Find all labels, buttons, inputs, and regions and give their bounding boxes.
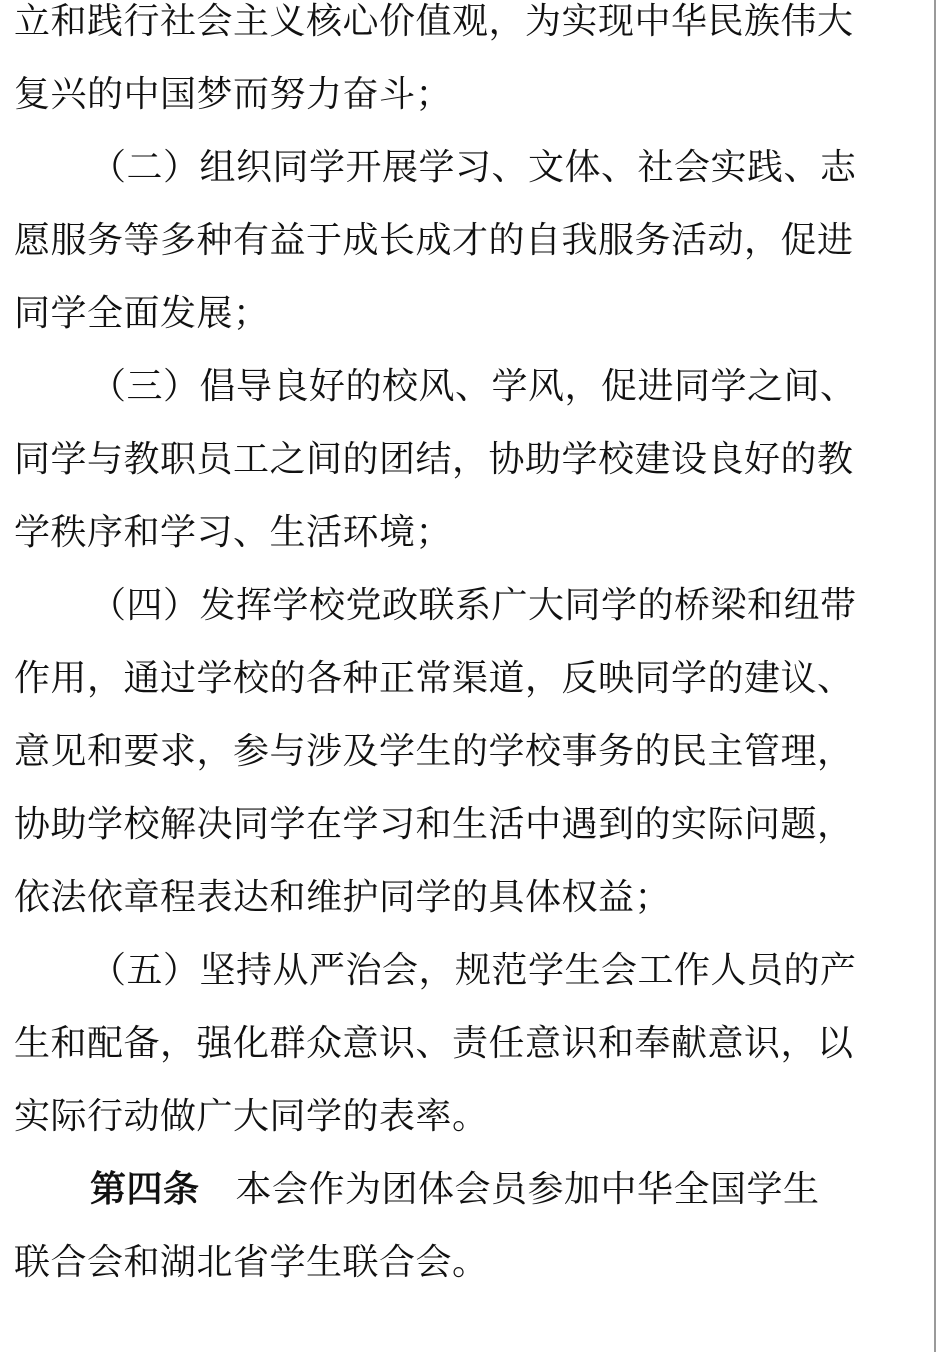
- text-line: 意见和要求，参与涉及学生的学校事务的民主管理，: [14, 731, 854, 772]
- list-item-4: （四）发挥学校党政联系广大同学的桥梁和纽带: [90, 585, 857, 626]
- article-heading: 第四条: [90, 1168, 200, 1210]
- text-line: 实际行动做广大同学的表率。: [14, 1096, 489, 1137]
- article-paragraph: [14, 1153, 874, 1226]
- text-line: 作用，通过学校的各种正常渠道，反映同学的建议、: [14, 658, 854, 699]
- document-body: [14, 0, 874, 1299]
- text-line: 复兴的中国梦而努力奋斗；: [14, 74, 453, 115]
- article-text: 本会作为团体会员参加中华全国学生: [235, 1169, 820, 1210]
- text-line: 同学全面发展；: [14, 293, 270, 334]
- list-item-3: （三）倡导良好的校风、学风，促进同学之间、: [90, 366, 857, 407]
- text-line: 立和践行社会主义核心价值观，为实现中华民族伟大: [14, 1, 854, 42]
- list-item-5: （五）坚持从严治会，规范学生会工作人员的产: [90, 950, 857, 991]
- list-item-2: （二）组织同学开展学习、文体、社会实践、志: [90, 147, 857, 188]
- text-line: 协助学校解决同学在学习和生活中遇到的实际问题，: [14, 804, 854, 845]
- text-line: 学秩序和学习、生活环境；: [14, 512, 453, 553]
- text-line: 愿服务等多种有益于成长成才的自我服务活动，促进: [14, 220, 854, 261]
- text-line: 联合会和湖北省学生联合会。: [14, 1242, 489, 1283]
- text-line: 同学与教职员工之间的团结，协助学校建设良好的教: [14, 439, 854, 480]
- text-line: 生和配备，强化群众意识、责任意识和奉献意识，以: [14, 1023, 854, 1064]
- text-line: 依法依章程表达和维护同学的具体权益；: [14, 877, 672, 918]
